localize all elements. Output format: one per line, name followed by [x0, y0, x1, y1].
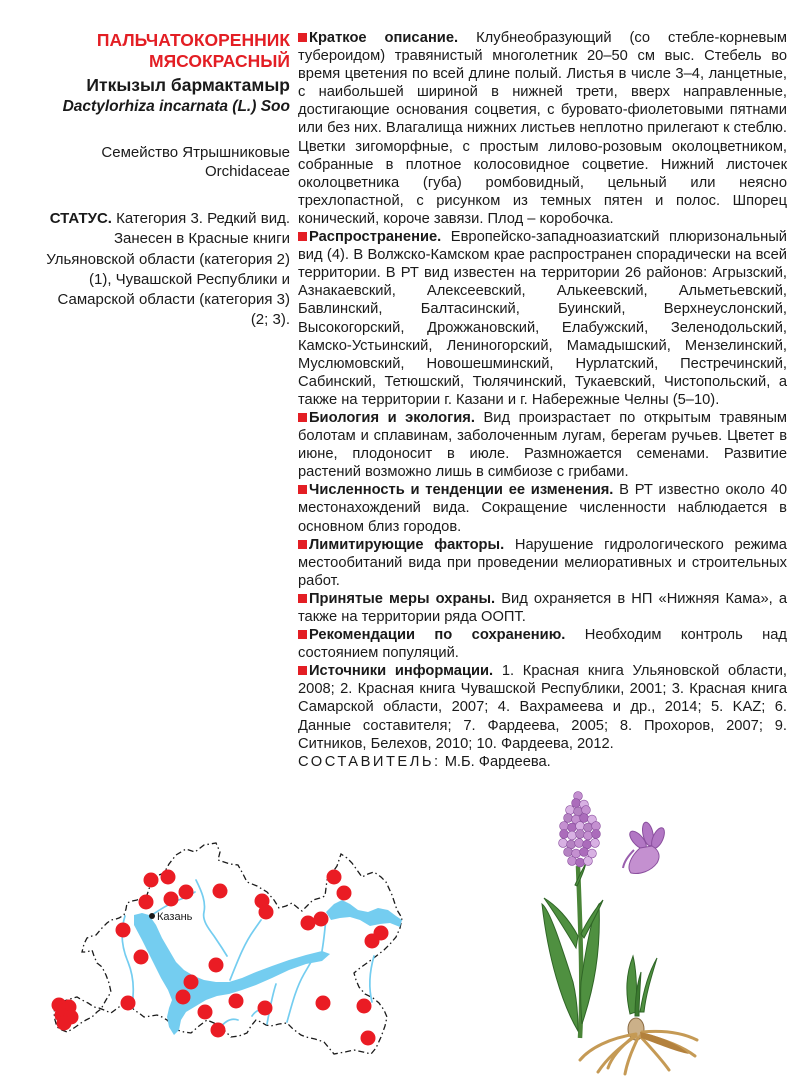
section-heading: Распространение. — [309, 229, 442, 246]
section-biology-ecology — [298, 409, 787, 481]
red-square-bullet-icon — [298, 540, 307, 549]
occurrence-dot — [337, 886, 352, 901]
occurrence-dot — [57, 1016, 72, 1031]
species-title-tatar: Иткызыл бармактамыр — [86, 75, 290, 95]
section-text: Вид охраняется в НП «Нижняя Кама», а также на территории ряда ООПТ. — [298, 590, 787, 625]
section-heading: Лимитирующие факторы. — [309, 536, 505, 553]
family-name: Семейство Ятрышниковые Orchidaceae — [101, 144, 290, 181]
occurrence-dot — [229, 994, 244, 1009]
occurrence-dot — [365, 934, 380, 949]
flower-spike — [559, 792, 601, 867]
tuber-shoot — [580, 956, 697, 1074]
status-label: СТАТУС. — [49, 210, 112, 228]
species-account — [298, 29, 787, 771]
occurrence-dots — [52, 870, 389, 1046]
plant-leaves — [542, 863, 603, 1031]
section-heading: Источники информации. — [309, 663, 494, 680]
species-header — [38, 30, 290, 330]
kazan-city-label: Казань — [157, 911, 193, 923]
occurrence-dot — [314, 912, 329, 927]
red-square-bullet-icon — [298, 666, 307, 675]
occurrence-dot — [144, 873, 159, 888]
occurrence-dot — [121, 996, 136, 1011]
compiler-line — [298, 753, 787, 771]
red-square-bullet-icon — [298, 232, 307, 241]
occurrence-dot — [259, 905, 274, 920]
section-protection-measures — [298, 590, 787, 626]
section-heading: Краткое описание. — [309, 30, 459, 46]
status-text: Категория 3. Редкий вид. Занесен в Красные книги Ульяновской области (категория 2) (1), Чувашской Республики и Самарской области (категория 3) (2; 3). — [46, 210, 290, 328]
section-text: Клубнеобразующий (со стебле-корневым тубероидом) травянистый многолетник 20–50 см выс. Стебель во время цветения по всей длине полый. Листья в числе 3–4, ланцетные, с наибольшей шириной в нижней трети, вверх направленные, достигающие основания соцветия, с буровато-фиолетовыми пятнами или без них. Влагалища нижних листьев неплотно прилегают к стеблю. Цветки зигоморфные, с простым лилово-розовым околоцветником, собранные в плотное колосовидное соцветие. Нижний листочек околоцветника (губа) ромбовидный, цельный или неясно трехлопастной, с рисунком из темных пятен и полос. Шпорец конический, короче завязи. Плод – коробочка. — [298, 30, 787, 227]
section-heading: Рекомендации по сохранению. — [309, 627, 566, 644]
occurrence-dot — [176, 990, 191, 1005]
occurrence-dot — [209, 958, 224, 973]
status-block — [38, 209, 290, 330]
occurrence-dot — [213, 884, 228, 899]
compiler-value: М.Б. Фардеева. — [444, 753, 551, 770]
section-text: 1. Красная книга Ульяновской области, 2008; 2. Красная книга Чувашской Республики, 2001; 3. Красная книга Самарской области, 2007; 4. Вахрамеева и др., 2014; 5. KAZ; 6. Данные составителя; 7. Фардеева, 2005; 8. Прохоров, 2007; 9. Ситников, Белехов, 2010; 10. Фардеева, 2012. — [298, 663, 787, 752]
section-heading: Принятые меры охраны. — [309, 590, 496, 607]
occurrence-dot — [327, 870, 342, 885]
section-text: Вид произрастает по открытым травяным болотам и сплавинам, заболоченным лугам, берегам ручьев. Цветет в июне, плодоносит в июле. Размножается семенами. Развитие растений возможно лишь в симбиозе с грибами. — [298, 409, 787, 481]
occurrence-dot — [139, 895, 154, 910]
section-heading: Биология и экология. — [309, 409, 475, 426]
red-square-bullet-icon — [298, 594, 307, 603]
kazan-city-dot — [149, 913, 155, 919]
single-flower-detail — [623, 821, 667, 873]
compiler-label: СОСТАВИТЕЛЬ: — [298, 753, 441, 770]
tatarstan-outline — [54, 843, 402, 1054]
section-text: Европейско-западноазиатский плюризональный вид (4). В Волжско-Камском крае распространен спорадически на всей территории. В РТ вид известен на территории 26 районов: Агрызский, Азнакаевский, Алексеевский, Алькеевский, Альметьевский, Бавлинский, Балтасинский, Буинский, Верхнеуслонский, Высокогорский, Дрожжановский, Елабужский, Зеленодольский, Камско-Устьинский, Лениногорский, Мамадышский, Мензелинский, Муслюмовский, Новошешминский, Нурлатский, Пестречинский, Сабинский, Тетюшский, Тюлячинский, Тукаевский, Чистопольский, а также на территории г. Казани и г. Набережные Челны (5–10). — [298, 229, 787, 408]
occurrence-dot — [134, 950, 149, 965]
distribution-map — [34, 820, 488, 1078]
section-abundance — [298, 481, 787, 535]
red-square-bullet-icon — [298, 630, 307, 639]
red-square-bullet-icon — [298, 33, 307, 42]
occurrence-dot — [164, 892, 179, 907]
occurrence-dot — [258, 1001, 273, 1016]
section-distribution — [298, 228, 787, 409]
occurrence-dot — [301, 916, 316, 931]
occurrence-dot — [211, 1023, 226, 1038]
plant-illustration — [490, 786, 792, 1080]
section-text: В РТ известно около 40 местонахождений вида. Сокращение численности наблюдается в основном близ городов. — [298, 482, 787, 535]
occurrence-dot — [179, 885, 194, 900]
section-limiting-factors — [298, 536, 787, 590]
occurrence-dot — [361, 1031, 376, 1046]
section-sources — [298, 662, 787, 752]
red-square-bullet-icon — [298, 413, 307, 422]
section-heading: Численность и тенденции ее изменения. — [309, 482, 614, 499]
occurrence-dot — [184, 975, 199, 990]
occurrence-dot — [316, 996, 331, 1011]
species-title-latin: Dactylorhiza incarnata (L.) Soo — [62, 98, 290, 115]
section-text: Нарушение гидрологического режима местообитаний вида при проведении мелиоративных и строительных работ. — [298, 536, 787, 589]
section-text: Необходим контроль над состоянием популяций. — [298, 627, 787, 662]
nizhnekamsk-reservoir — [326, 900, 402, 927]
occurrence-dot — [161, 870, 176, 885]
section-short-description — [298, 29, 787, 228]
occurrence-dot — [357, 999, 372, 1014]
occurrence-dot — [198, 1005, 213, 1020]
species-title-russian: ПАЛЬЧАТОКОРЕННИК МЯСОКРАСНЫЙ — [96, 30, 290, 71]
red-square-bullet-icon — [298, 485, 307, 494]
occurrence-dot — [116, 923, 131, 938]
section-recommendations — [298, 626, 787, 662]
